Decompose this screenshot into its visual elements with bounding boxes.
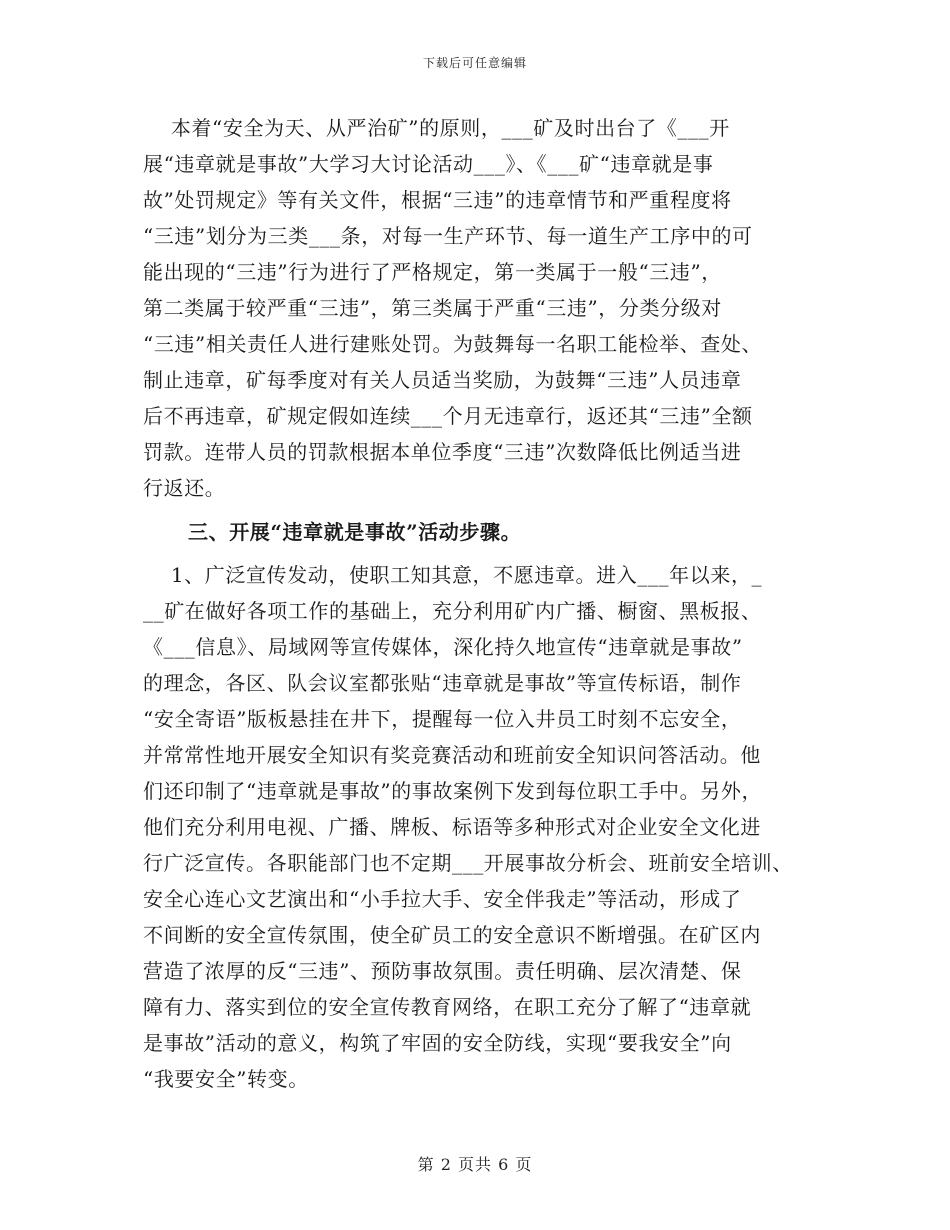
paragraph-line: 能出现的“三违”行为进行了严格规定，第一类属于一般“三违”， — [143, 260, 722, 284]
paragraph-line: 障有力、落实到位的安全宣传教育网络，在职工充分了解了“违章就 — [143, 995, 752, 1019]
paragraph-line: __矿在做好各项工作的基础上，充分利用矿内广播、橱窗、黑板报、 — [143, 599, 762, 623]
paragraph-line: 第二类属于较严重“三违”，第三类属于严重“三违”，分类分级对 — [143, 296, 722, 320]
paragraph-line: 他们充分利用电视、广播、牌板、标语等多种形式对企业安全文化进 — [143, 815, 761, 839]
paragraph-line: 不间断的安全宣传氛围，使全矿员工的安全意识不断增强。在矿区内 — [143, 923, 761, 947]
paragraph-line: 《___信息》、局域网等宣传媒体，深化持久地宣传“违章就是事故” — [143, 635, 743, 659]
paragraph-line: 并常常性地开展安全知识有奖竞赛活动和班前安全知识问答活动。他 — [143, 743, 761, 767]
paragraph-line: “三违”划分为三类___条，对每一生产环节、每一道生产工序中的可 — [143, 224, 753, 248]
paragraph-line: “我要安全”转变。 — [143, 1067, 309, 1091]
paragraph-line: 安全心连心文艺演出和“小手拉大手、安全伴我走”等活动，形成了 — [143, 887, 742, 911]
paragraph-line: “三违”相关责任人进行建账处罚。为鼓舞每一名职工能检举、查处、 — [143, 332, 763, 356]
paragraph-line: 展“违章就是事故”大学习大讨论活动___》、《___矿“违章就是事 — [143, 152, 714, 176]
section-heading: 三、开展“违章就是事故”活动步骤。 — [188, 520, 522, 544]
paragraph-line: 行返还。 — [143, 476, 226, 500]
paragraph-line: 行广泛宣传。各职能部门也不定期___开展事故分析会、班前安全培训、 — [143, 851, 793, 875]
paragraph-line: 制止违章，矿每季度对有关人员适当奖励，为鼓舞“三违”人员违章 — [143, 368, 742, 392]
paragraph-line: 的理念，各区、队会议室都张贴“违章就是事故”等宣传标语，制作 — [143, 671, 742, 695]
paragraph-line: 们还印制了“违章就是事故”的事故案例下发到每位职工手中。另外， — [143, 779, 763, 803]
paragraph-penalty-rules — [143, 110, 825, 506]
page-header: 下载后可任意编辑 — [422, 56, 527, 70]
paragraph-line: 本着“安全为天、从严治矿”的原则，___矿及时出台了《___开 — [143, 116, 730, 140]
paragraph-line: “安全寄语”版板悬挂在井下，提醒每一位入井员工时刻不忘安全， — [143, 707, 742, 731]
paragraph-line: 是事故”活动的意义，构筑了牢固的安全防线，实现“要我安全”向 — [143, 1031, 732, 1055]
paragraph-publicity — [143, 557, 825, 1097]
paragraph-line: 后不再违章，矿规定假如连续___个月无违章行，返还其“三违”全额 — [143, 404, 753, 428]
paragraph-line: 营造了浓厚的反“三违”、预防事故氛围。责任明确、层次清楚、保 — [143, 959, 742, 983]
paragraph-line: 1、广泛宣传发动，使职工知其意，不愿违章。进入___年以来，_ — [143, 563, 763, 587]
paragraph-line: 罚款。连带人员的罚款根据本单位季度“三违”次数降低比例适当进 — [143, 440, 742, 464]
page-number: 第 2 页共 6 页 — [417, 1155, 533, 1174]
paragraph-line: 故”处罚规定》等有关文件，根据“三违”的违章情节和严重程度将 — [143, 188, 732, 212]
